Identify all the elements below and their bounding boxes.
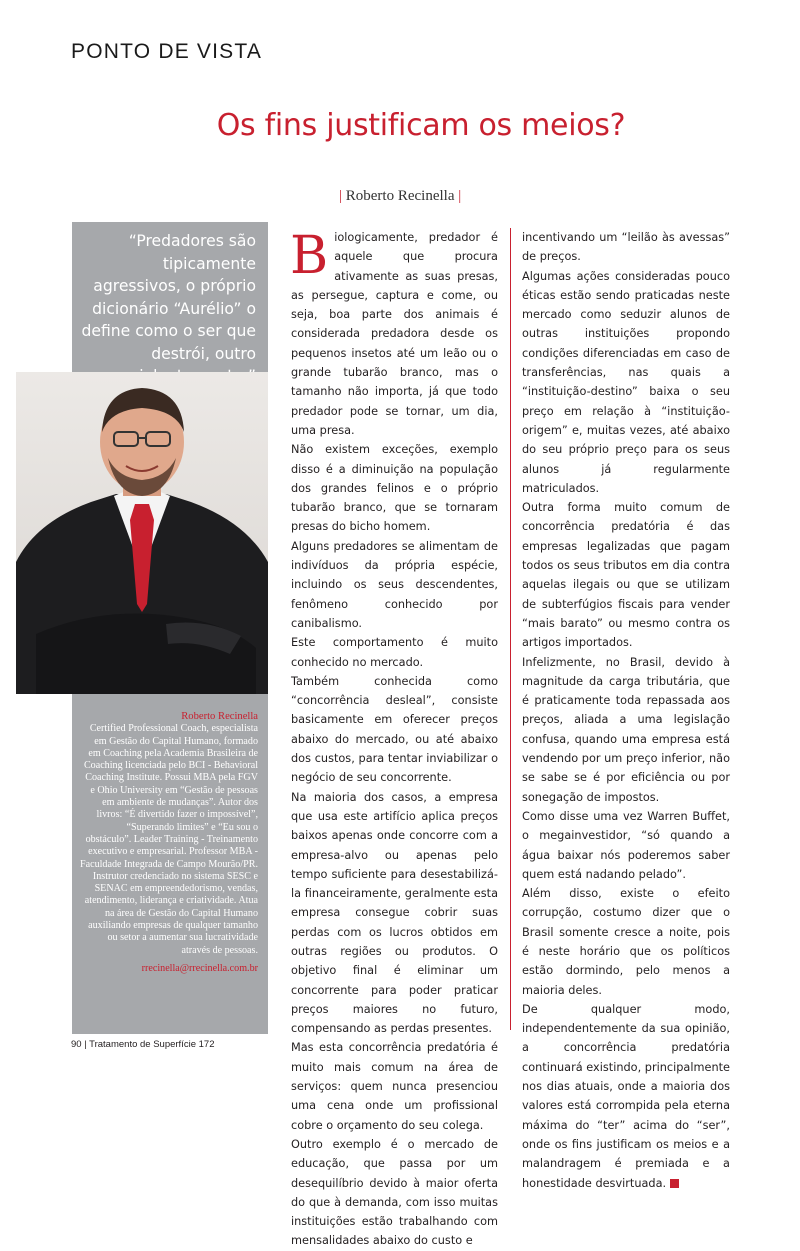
- byline-separator: |: [458, 188, 462, 204]
- article-paragraph: incentivando um “leilão às avessas” de preços.: [522, 231, 730, 264]
- article-paragraph: Também conhecida como “concorrência desleal”, consiste basicamente em oferecer preços abaixo do mercado, ou até abaixo dos custos, para tentar inviabilizar o negócio de seu concorrente.: [291, 674, 498, 785]
- article-paragraph: Outra forma muito comum de concorrência predatória é das empresas legalizadas que pagam todos os seus tributos em dia contra aquelas ilegais ou que se utilizam de subterfúgios fiscais para vender “mais barato” ou mesmo contra os artigos importados.: [522, 501, 730, 650]
- article-paragraph: Este comportamento é muito conhecido no mercado.: [291, 636, 498, 669]
- bio-name: Roberto Recinella: [181, 711, 258, 722]
- article-title: Os fins justificam os meios?: [216, 108, 626, 143]
- bio-email-link[interactable]: rrecinella@rrecinella.com.br: [141, 962, 258, 974]
- article-paragraph: Infelizmente, no Brasil, devido à magnitude da carga tributária, que é praticamente toda repassada aos preços, aliada a uma legislação confusa, quando uma empresa está vendendo por um preço inferior, não se sabe se é por eficiência ou por sonegação de impostos.: [522, 655, 730, 804]
- article-paragraph: Além disso, existe o efeito corrupção, costumo dizer que o Brasil somente cresce a noite, pois é neste horário que os políticos estão dormindo, pelo menos a maioria deles.: [522, 887, 730, 997]
- byline: [339, 188, 461, 205]
- drop-cap: B: [290, 226, 329, 286]
- section-label: PONTO DE VISTA: [71, 40, 263, 63]
- byline-author: Roberto Recinella: [345, 188, 455, 204]
- article-paragraph: Algumas ações consideradas pouco éticas estão sendo praticadas neste mercado como seduzir alunos de outras instituições propondo condições diferenciadas em caso de transferências, nas quais a “instituição-destino” baixa o seu preço em relação à “instituição-origem” e, muitas vezes, até abaixo do seu próprio preço para os seus alunos já regularmente matriculados.: [522, 269, 730, 495]
- end-mark-icon: [670, 1179, 679, 1188]
- page-footer: 90 | Tratamento de Superfície 172: [71, 1039, 215, 1050]
- bio-text: Certified Professional Coach, especialista em Gestão do Capital Humano, formado em Coaching pela Academia Brasileira de Coaching licenciada pelo BCI - Behavioral Coaching Institute. Possui MBA pela FGV e Ohio University em “Gestão de pessoas em ambiente de mudanças”. Autor dos livros: “É divertido fazer o impossível”, “Superando limites” e “Eu sou o obstáculo”. Leader Training - Treinamento executivo e empresarial. Professor MBA -Faculdade Integrada de Campo Mourão/PR. Instrutor credenciado no sistema SESC e SENAC em empreendedorismo, vendas, atendimento, liderança e criatividade. Atua na área de Gestão do Capital Humano auxiliando empresas de qualquer tamanho ou setor a aumentar sua lucratividade através de pessoas.: [80, 723, 258, 956]
- author-bio: [72, 711, 268, 975]
- article-paragraph: De qualquer modo, independentemente da sua opinião, a concorrência predatória continuará existindo, principalmente nos dias atuais, onde a maioria dos valores está corrompida pela eterna máxima do “ter” acima do “ser”, onde os fins justificam os meios e a malandragem é premiada e a honestidade desvirtuada.: [522, 1002, 730, 1190]
- article-paragraph: Mas esta concorrência predatória é muito mais comum na área de serviços: quem nunca presenciou uma cena onde um profissional cobre o orçamento do seu colega.: [291, 1041, 498, 1132]
- article-paragraph: Na maioria dos casos, a empresa que usa este artifício aplica preços baixos apenas onde concorre com a empresa-alvo ou apenas pelo tempo suficiente para desestabilizá-la financeiramente, geralmente esta empresa consegue cobrir suas perdas com os lucros obtidos em outras regiões ou produtos. O objetivo final é eliminar um concorrente para poder praticar preços maiores no futuro, compensando as perdas presentes.: [291, 790, 498, 1036]
- article-paragraph: Alguns predadores se alimentam de indivíduos da própria espécie, incluindo os seus descendentes, fenômeno conhecido por canibalismo.: [291, 539, 498, 630]
- article-paragraph: Biologicamente, predador é aquele que procura ativamente as suas presas, as persegue, captura e come, ou seja, boa parte dos animais é considerada predadora desde os pequenos insetos até um leão ou o grande tubarão branco, mas o tamanho não importa, já que todo predador pode se tornar, um dia, uma presa.: [290, 226, 498, 437]
- article-column-2: [522, 228, 730, 1193]
- author-photo: [16, 372, 268, 694]
- article-paragraph: Não existem exceções, exemplo disso é a diminuição na população dos grandes felinos e o próprio tubarão branco, que se tornaram presas do bicho homem.: [291, 443, 498, 534]
- column-divider: [510, 228, 511, 1030]
- article-column-1: [291, 228, 498, 1251]
- byline-separator: |: [339, 188, 343, 204]
- article-paragraph: Outro exemplo é o mercado de educação, que passa por um desequilíbrio devido à maior oferta do que à demanda, com isso muitas instituições estão trabalhando com mensalidades abaixo do custo e: [291, 1137, 498, 1248]
- article-paragraph: Como disse uma vez Warren Buffet, o megainvestidor, “só quando a água baixar nós poderemos saber quem está nadando pelado”.: [522, 809, 730, 881]
- pull-quote: “Predadores são tipicamente agressivos, o próprio dicionário “Aurélio” o define como o ser que destrói, outro: [81, 232, 256, 363]
